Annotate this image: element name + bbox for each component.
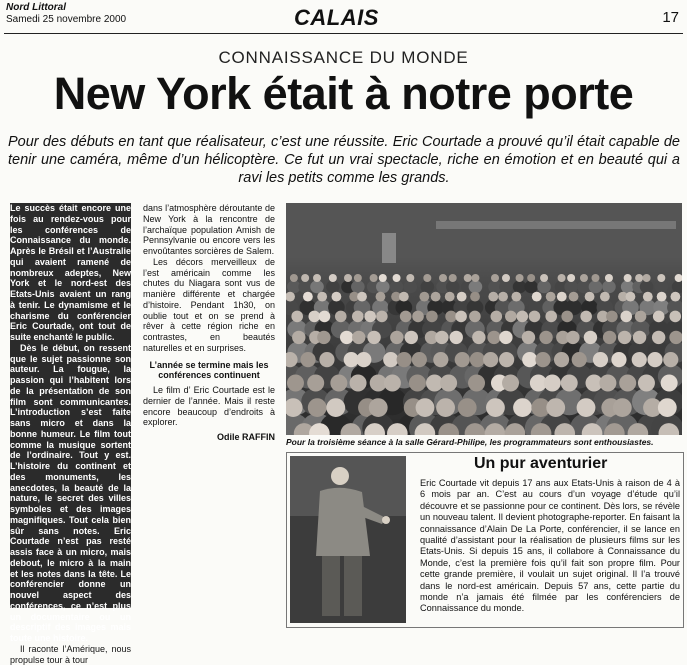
section-title: CALAIS [294, 5, 379, 30]
column2-paragraph-3: Le film d’ Eric Courtade est le dernier de l’année. Mais il reste encore beaucoup d’endroits à explorer. [143, 385, 275, 428]
audience-photo [286, 203, 682, 435]
article-kicker: CONNAISSANCE DU MONDE [218, 48, 469, 67]
article-column-2 [143, 203, 275, 443]
column2-paragraph-2: Les décors merveilleux de l’est américain comme les chutes du Niagara sont vus de manière différente et chargée d’histoire. Pendant 1h30, on oublie tout et on se prend à rêver à cette région riche en contrastes, en beautés naturelles et en surprises. [143, 256, 275, 353]
sidebar-text: Eric Courtade vit depuis 17 ans aux Etats-Unis à raison de 4 à 6 mois par an. C’est au cours d’un voyage d’étude qu’il découvre et se passionne pour ce continent. Dès lors, se révèle un nouveau talent. Il devient photographe-reporter. En faisant la connaissance d’Alain De La Porte, conférencier, il se lance en qualité d’assistant pour la réalisation de plusieurs films sur les Etats-Unis. Si depuis 15 ans, il collabore à Connaissance du Monde, c’est la première fois qu’il fait son propre film. Pour cette grande première, il voulait un sujet original. Il l’a trouvé dans le nord-est américain. Depuis 57 ans, cette partie du monde n’a jamais été filmée par les conférenciers de Connaissance du monde. [420, 478, 680, 614]
column1-paragraph-2: Dès le début, on ressent que le sujet passionne son auteur. La fougue, la passion qui l’habitent lors de la présentation de son film sont communicantes. L’introduction s’est faite sans micro et dans la bonne humeur. Le film tout comme la musique sortent de l’ordinaire. Tout y est. L’histoire du continent et des monuments, les anecdotes, la beauté de la nature, le secret des villes symboles et des images magnifiques. Tout cela bien sûr sans notes. Eric Courtade n’est pas resté assis face à un micro, mais debout, le micro à la main et les notes dans la tête. Le conférencier donne un nouvel aspect des conférences, ce n’est plus un documentaire ou un descriptif des images mais toute une histoire. [10, 342, 131, 643]
article-headline: New York était à notre porte [53, 68, 634, 119]
column1-paragraph-1: Le succès était encore une fois au rendez-vous pour les conférences de Connaissance du monde. Après le Brésil et l’Australie qui avaient ramené de nombreux adeptes, New York et le nord-est des Etats-Unis avaient un rang à tenir. Le dynamisme et le charisme du conférencier Eric Courtade, ont tout de suite enchanté le public. [10, 203, 131, 342]
column2-subheading: L’année se termine mais les conférences continuent [149, 359, 269, 381]
column2-paragraph-1: dans l’atmosphère déroutante de New York à la rencontre de l’archaïque population Amish de Pennsylvanie ou encore vers les envoûtantes sorcières de Salem. [143, 203, 275, 256]
audience-photo-image [286, 203, 682, 435]
article-standfirst: Pour des débuts en tant que réalisateur, c’est une réussite. Eric Courtade a prouvé qu’il était capable de tenir une caméra, même d’un hélicoptère. Ce fut un vrai spectacle, riche en émotion et en beauté qui a ravi les petits comme les grands. [8, 134, 680, 186]
header-rule [4, 33, 683, 34]
publication-date: Samedi 25 novembre 2000 [6, 14, 127, 25]
article-signature: Odile RAFFIN [217, 432, 275, 442]
page-number: 17 [662, 9, 679, 26]
publication-name: Nord Littoral [6, 2, 66, 13]
speaker-photo [290, 456, 406, 623]
photo-caption: Pour la troisième séance à la salle Gérard-Philipe, les programmateurs sont enthousiastes. [286, 437, 654, 447]
sidebar-title: Un pur aventurier [474, 455, 608, 472]
column1-paragraph-3: Il raconte l’Amérique, nous propulse tour à tour [10, 643, 131, 665]
article-column-1 [10, 203, 131, 665]
speaker-photo-image [290, 456, 406, 623]
